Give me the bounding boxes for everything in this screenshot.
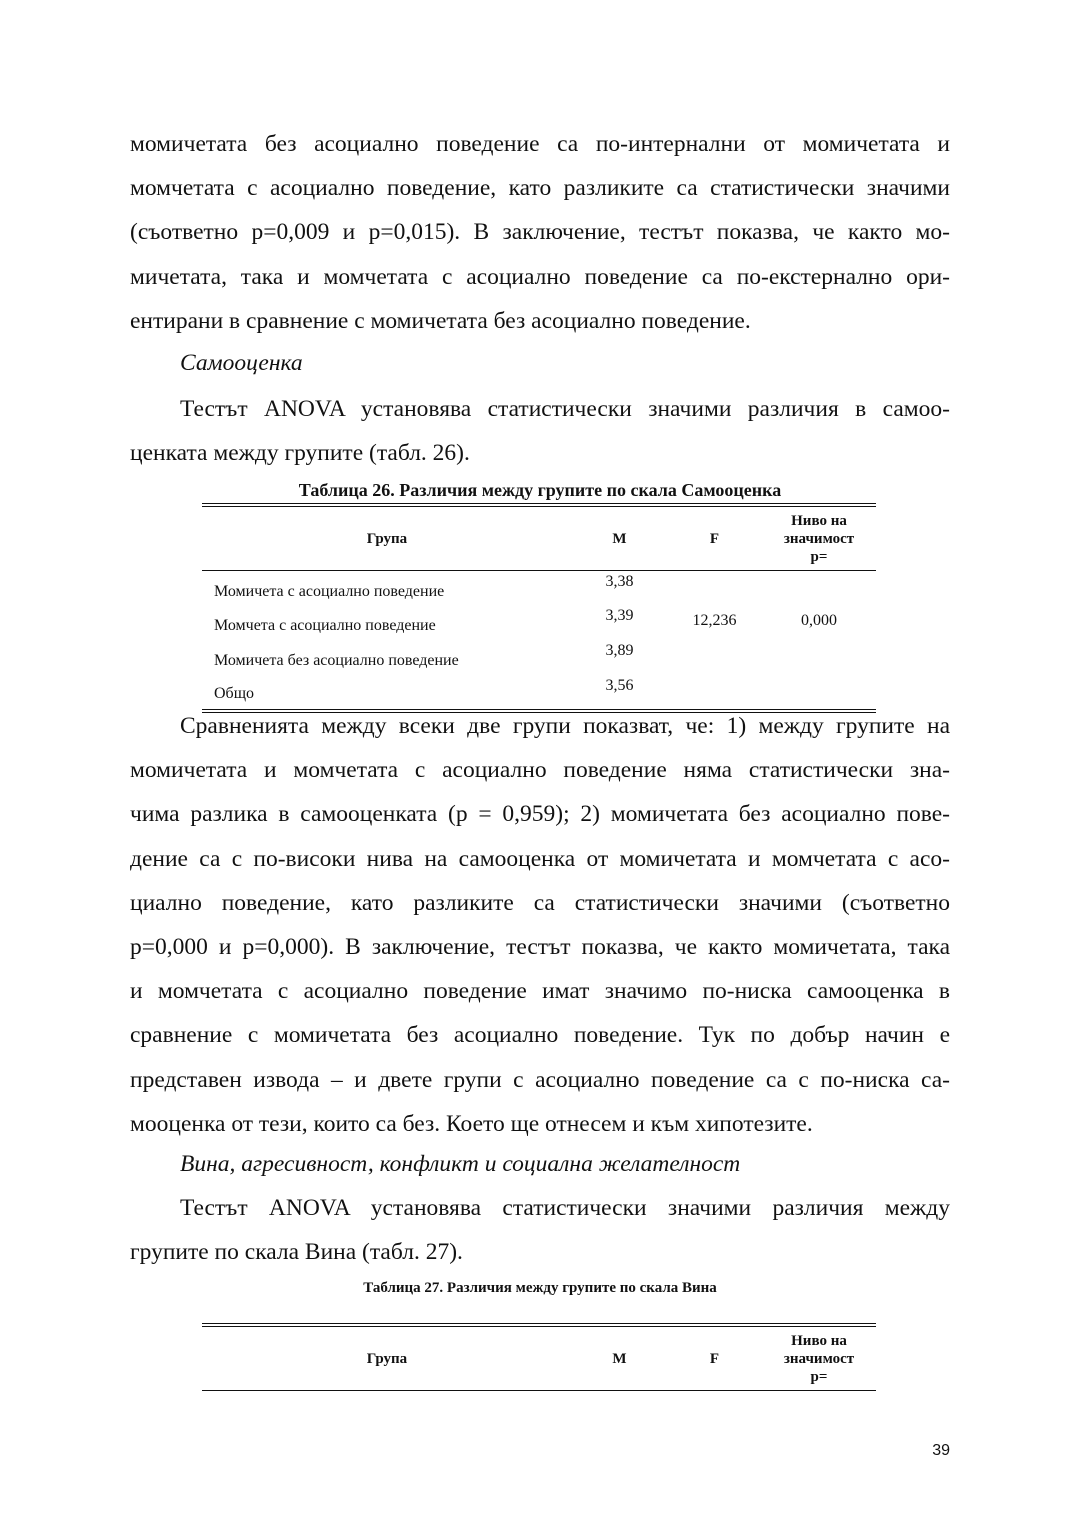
text-line: сравнение с момичетата без асоциално поведение. Тук по добър начин е: [130, 1022, 950, 1049]
table-26-caption: Таблица 26. Различия между групите по скала Самооценка: [298, 480, 782, 500]
text-line: Тестът ANOVA установява статистически значими различия между: [180, 1195, 950, 1221]
column-header-m: M: [612, 530, 627, 547]
column-header-group: Група: [366, 530, 408, 547]
text-line: мичетата, така и момчетата с асоциално поведение са по-екстернално ори-: [130, 263, 950, 290]
header-line: p=: [810, 548, 828, 565]
cell-group: Общо: [214, 684, 255, 702]
cell-f: 12,236: [692, 612, 737, 629]
cell-m: 3,38: [605, 573, 634, 590]
page-number: 39: [932, 1442, 950, 1459]
text-line: момчетата с асоциално поведение, като разликите са статистически значими: [130, 175, 950, 202]
text-line: ценката между групите (табл. 26).: [130, 440, 470, 467]
text-line: дение са с по-високи нива на самооценка от момичетата и момчетата с асо-: [130, 845, 950, 872]
section-heading-self-esteem: Самооценка: [180, 350, 303, 376]
text-line: ентирани в сравнение с момичетата без асоциално поведение.: [130, 307, 751, 334]
text-line: мооценка от тези, които са без. Което ще отнесем и към хипотезите.: [130, 1110, 813, 1137]
text-line: момичетата и момчетата с асоциално поведение няма статистически зна-: [130, 757, 950, 784]
text-line: момичетата без асоциално поведение са по-интернални от момичетата и: [130, 131, 950, 157]
text-line: (съответно р=0,009 и р=0,015). В заключение, тестът показва, че както мо-: [130, 219, 950, 246]
header-line: p=: [810, 1368, 828, 1385]
column-header-f: F: [709, 530, 720, 547]
cell-p: 0,000: [801, 612, 837, 629]
header-line: Ниво на: [791, 1332, 847, 1349]
section-heading-guilt: Вина, агресивност, конфликт и социална желателност: [180, 1151, 741, 1177]
column-header-f: F: [709, 1350, 720, 1367]
table-26: [202, 503, 876, 713]
paragraph-anova-self-esteem: [130, 387, 950, 475]
paragraph-anova-guilt: [130, 1186, 950, 1274]
table-row: [202, 571, 876, 605]
cell-group: Момичета с асоциално поведение: [214, 582, 445, 600]
header-line: значимост: [783, 530, 855, 547]
text-line: групите по скала Вина (табл. 27).: [130, 1239, 463, 1266]
text-line: и момчетата с асоциално поведение имат значимо по-ниска самооценка в: [130, 978, 950, 1005]
text-line: циално поведение, като разликите са статистически значими (съответно: [130, 889, 950, 916]
text-line: чима разлика в самооценката (р = 0,959); 2) момичетата без асоциално пове-: [130, 801, 950, 828]
column-header-group: Група: [366, 1350, 408, 1367]
cell-m: 3,39: [605, 606, 634, 624]
cell-m: 3,89: [605, 641, 634, 659]
header-line: Ниво на: [791, 512, 847, 529]
paragraph-comparisons: [130, 704, 950, 1146]
column-header-p: [762, 1327, 876, 1391]
paragraph-intro: [130, 122, 950, 343]
column-header-m: M: [612, 1350, 627, 1367]
text-line: р=0,000 и р=0,000). В заключение, тестът показва, че както момичетата, така: [130, 934, 950, 961]
table-27: [202, 1323, 876, 1391]
text-line: Тестът ANOVA установява статистически значими различия в самоо-: [180, 396, 950, 422]
cell-group: Момичета без асоциално поведение: [214, 652, 459, 669]
header-line: значимост: [783, 1350, 855, 1367]
cell-group: Момчета с асоциално поведение: [214, 617, 436, 634]
table-27-caption: Таблица 27. Различия между групите по скала Вина: [363, 1280, 717, 1296]
text-line: представен извода – и двете групи с асоциално поведение са с по-ниска са-: [130, 1066, 950, 1093]
cell-m: 3,56: [605, 676, 634, 694]
text-line: Сравненията между всеки две групи показват, че: 1) между групите на: [180, 713, 950, 739]
column-header-p: [762, 507, 876, 571]
